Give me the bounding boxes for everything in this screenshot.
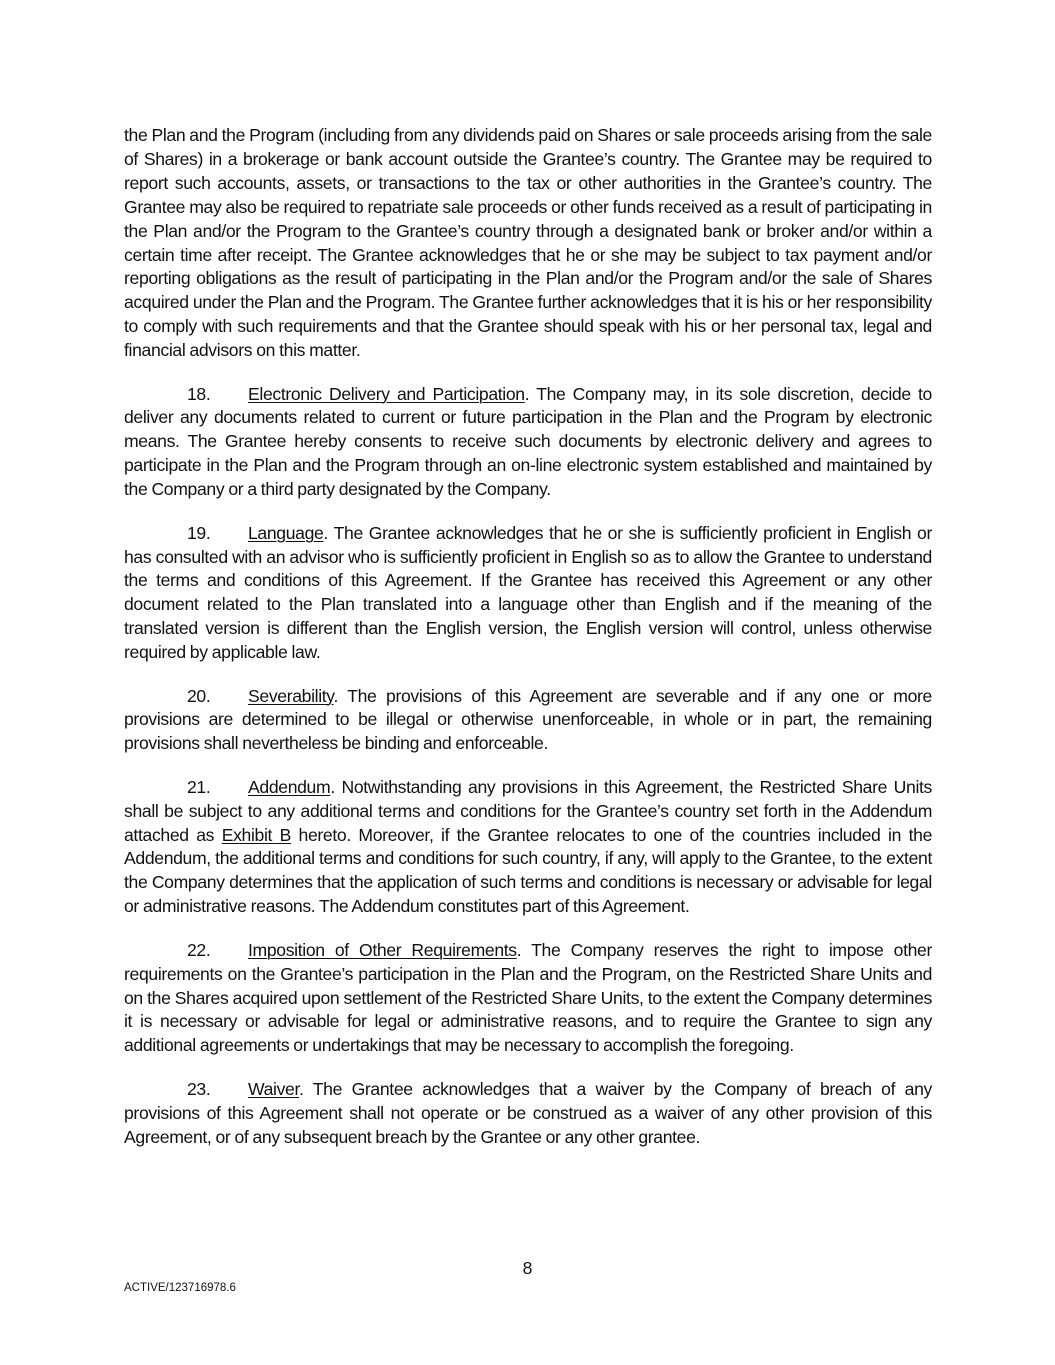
section-20-heading: Severability <box>248 685 334 706</box>
exhibit-b-reference: Exhibit B <box>221 824 291 845</box>
section-19-heading: Language <box>248 522 324 543</box>
section-23-body: . The Grantee acknowledges that a waiver by the Company of breach of any provisions of this Agreement shall not operate or be construed as a waiver of any other provision of this Agreement, or of any subsequent breach by the Grantee or any other grantee. <box>124 1078 932 1147</box>
section-18-paragraph <box>124 383 932 503</box>
page-number: 8 <box>522 1258 533 1278</box>
section-18-number: 18. <box>187 383 211 404</box>
section-22-number: 22. <box>187 939 211 960</box>
section-23-paragraph <box>124 1078 932 1150</box>
section-20-paragraph <box>124 685 932 757</box>
section-18-body: . The Company may, in its sole discretion, decide to deliver any documents related to current or future participation in the Plan and the Program by electronic means. The Grantee hereby consents to receive such documents by electronic delivery and agrees to participate in the Plan and the Program through an on-line electronic system established and maintained by the Company or a third party designated by the Company. <box>124 383 932 500</box>
section-21-body-after-ref: hereto. Moreover, if the Grantee relocates to one of the countries included in the Addendum, the additional terms and conditions for such country, if any, will apply to the Grantee, to the extent the Company determines that the application of such terms and conditions is necessary or advisable for legal or administrative reasons. The Addendum constitutes part of this Agreement. <box>124 824 933 917</box>
section-21-paragraph <box>124 776 932 919</box>
section-21-heading: Addendum <box>248 776 331 797</box>
section-18-heading: Electronic Delivery and Participation <box>248 383 525 404</box>
section-22-body: . The Company reserves the right to impose other requirements on the Grantee’s participation in the Plan and the Program, on the Restricted Share Units and on the Shares acquired upon settlement of the Restricted Share Units, to the extent the Company determines it is necessary or advisable for legal or administrative reasons, and to require the Grantee to sign any additional agreements or undertakings that may be necessary to accomplish the foregoing. <box>124 939 932 1056</box>
document-body <box>124 124 932 1169</box>
section-23-heading: Waiver <box>248 1078 300 1099</box>
section-22-heading: Imposition of Other Requirements <box>248 939 517 960</box>
section-21-number: 21. <box>187 776 211 797</box>
section-21-body-before-ref: . Notwithstanding any provisions in this Agreement, the Restricted Share Units shall be subject to any additional terms and conditions for the Grantee’s country set forth in the Addendum attached as <box>124 776 932 845</box>
section-19-paragraph <box>124 522 932 665</box>
section-19-number: 19. <box>187 522 211 543</box>
section-20-body: . The provisions of this Agreement are severable and if any one or more provisions are determined to be illegal or otherwise unenforceable, in whole or in part, the remaining provisions shall nevertheless be binding and enforceable. <box>124 685 932 754</box>
section-19-body: . The Grantee acknowledges that he or she is sufficiently proficient in English or has consulted with an advisor who is sufficiently proficient in English so as to allow the Grantee to understand the terms and conditions of this Agreement. If the Grantee has received this Agreement or any other document related to the Plan translated into a language other than English and if the meaning of the translated version is different than the English version, the English version will control, unless otherwise required by applicable law. <box>124 522 932 663</box>
section-20-number: 20. <box>187 685 211 706</box>
continuation-paragraph: the Plan and the Program (including from any dividends paid on Shares or sale proceeds arising from the sale of Shares) in a brokerage or bank account outside the Grantee’s country. The Grantee may be required to report such accounts, assets, or transactions to the tax or other authorities in the Grantee’s country. The Grantee may also be required to repatriate sale proceeds or other funds received as a result of participating in the Plan and/or the Program to the Grantee’s country through a designated bank or broker and/or within a certain time after receipt. The Grantee acknowledges that he or she may be subject to tax payment and/or reporting obligations as the result of participating in the Plan and/or the Program and/or the sale of Shares acquired under the Plan and the Program. The Grantee further acknowledges that it is his or her responsibility to comply with such requirements and that the Grantee should speak with his or her personal tax, legal and financial advisors on this matter. <box>124 125 932 361</box>
document-id: ACTIVE/123716978.6 <box>124 1282 236 1294</box>
section-23-number: 23. <box>187 1078 211 1099</box>
section-22-paragraph <box>124 939 932 1059</box>
